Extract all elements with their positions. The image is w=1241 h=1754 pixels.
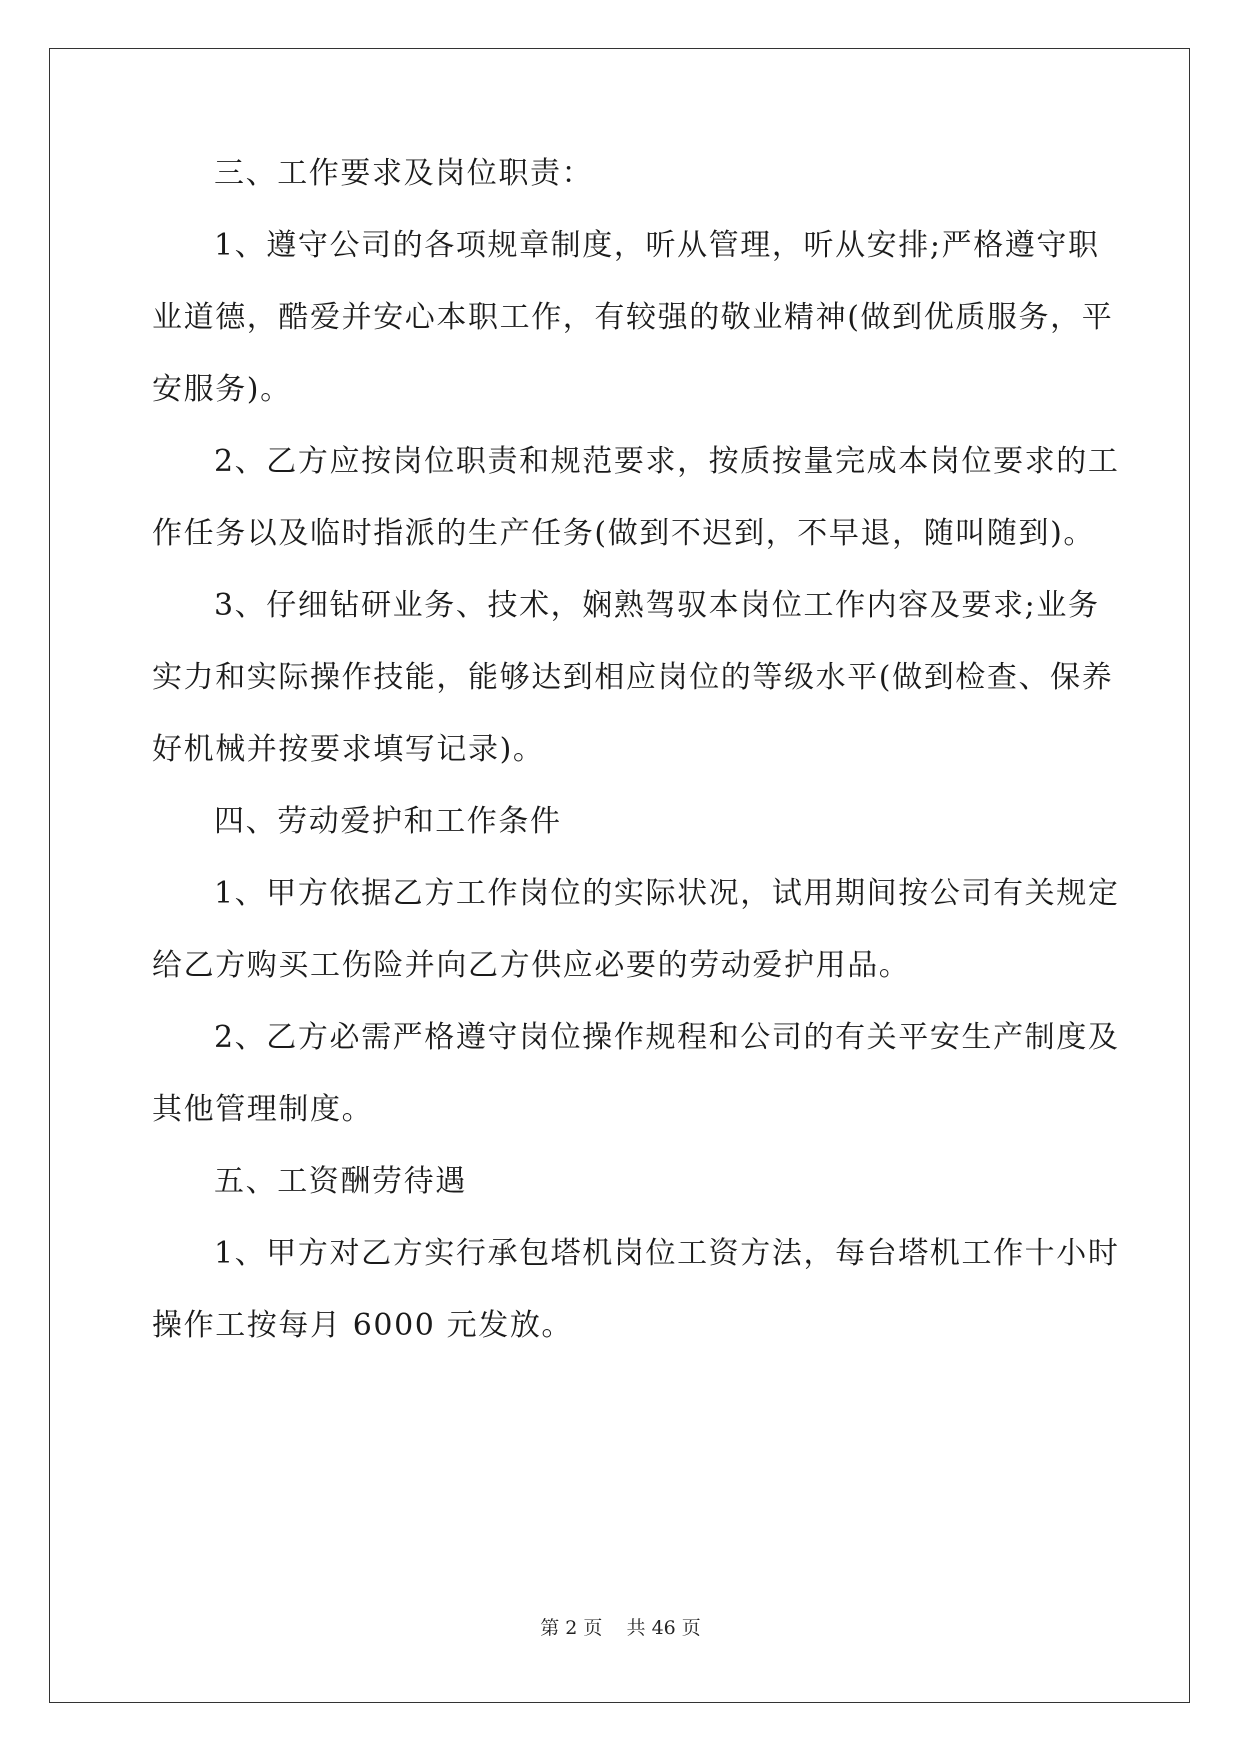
paragraph-line: 2、乙方应按岗位职责和规范要求，按质按量完成本岗位要求的工 [214, 444, 1120, 479]
paragraph-line: 业道德，酷爱并安心本职工作，有较强的敬业精神(做到优质服务，平 [152, 300, 1114, 335]
section-heading-4: 四、劳动爱护和工作条件 [214, 804, 562, 839]
page-number: 第 2 页 [540, 1617, 603, 1639]
paragraph-line: 3、仔细钻研业务、技术，娴熟驾驭本岗位工作内容及要求;业务 [214, 588, 1100, 623]
paragraph-line: 1、遵守公司的各项规章制度，听从管理，听从安排;严格遵守职 [214, 228, 1100, 263]
paragraph-line: 给乙方购买工伤险并向乙方供应必要的劳动爱护用品。 [152, 948, 911, 983]
page-footer [0, 1616, 1241, 1640]
section-heading-5: 五、工资酬劳待遇 [214, 1164, 467, 1199]
paragraph-line: 操作工按每月 6000 元发放。 [152, 1308, 574, 1343]
paragraph-line: 1、甲方对乙方实行承包塔机岗位工资方法，每台塔机工作十小时 [214, 1236, 1120, 1271]
paragraph-line: 作任务以及临时指派的生产任务(做到不迟到，不早退，随叫随到)。 [152, 516, 1096, 551]
paragraph-line: 安服务)。 [152, 372, 292, 407]
paragraph-line: 实力和实际操作技能，能够达到相应岗位的等级水平(做到检查、保养 [152, 660, 1114, 695]
page-total: 共 46 页 [626, 1617, 701, 1639]
paragraph-line: 好机械并按要求填写记录)。 [152, 732, 545, 767]
paragraph-line: 2、乙方必需严格遵守岗位操作规程和公司的有关平安生产制度及 [214, 1020, 1120, 1055]
paragraph-line: 1、甲方依据乙方工作岗位的实际状况，试用期间按公司有关规定 [214, 876, 1120, 911]
paragraph-line: 其他管理制度。 [152, 1092, 374, 1127]
section-heading-3: 三、工作要求及岗位职责： [214, 156, 594, 191]
